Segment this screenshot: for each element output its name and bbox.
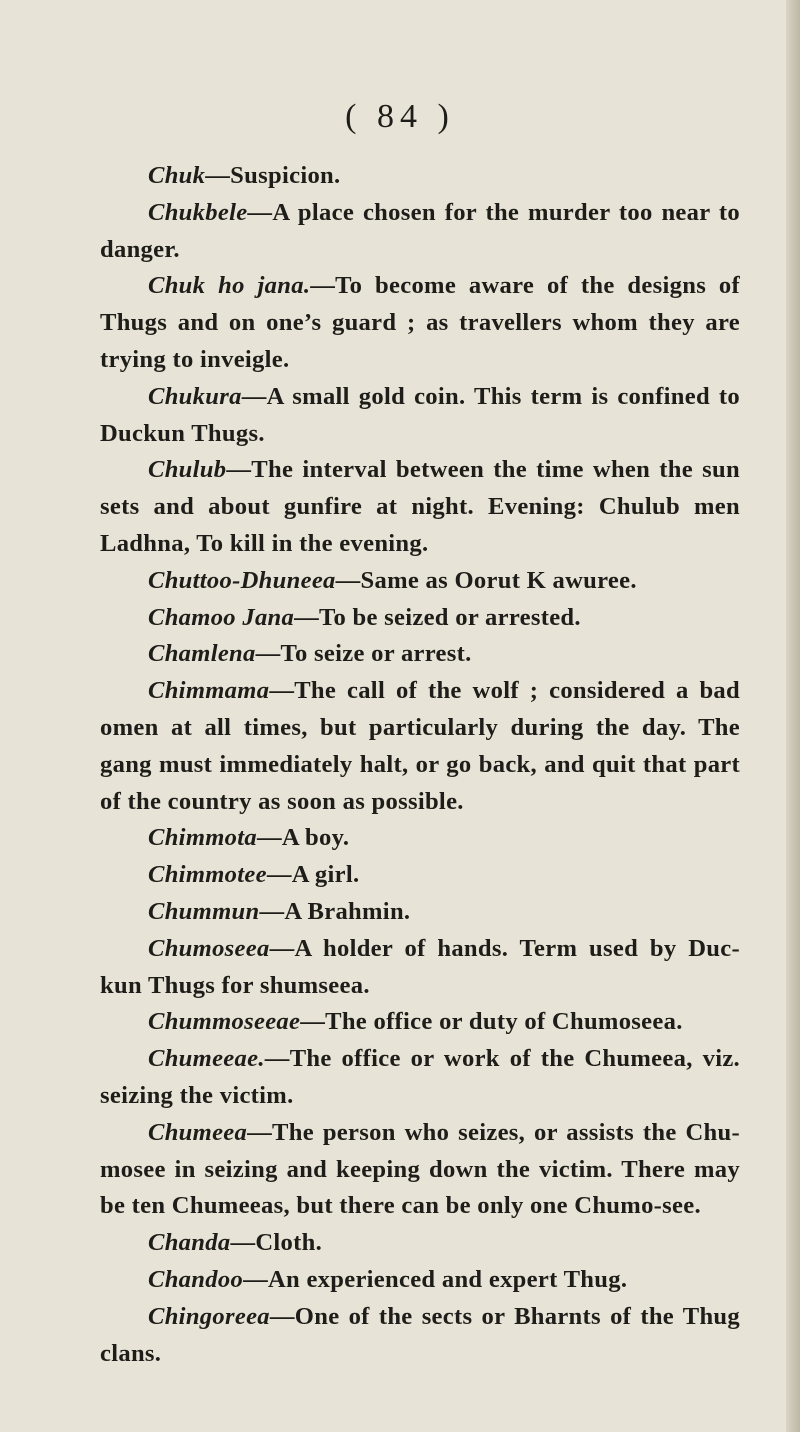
entry-definition: —A place chosen for the murder too near to danger. — [100, 198, 740, 263]
glossary-entry — [100, 452, 740, 562]
entry-definition: —The office or work of the Chumeea, viz. seizing the victim. — [100, 1045, 740, 1109]
glossary-entry — [100, 1115, 740, 1225]
entry-definition: —Suspicion. — [205, 162, 341, 189]
glossary-entry — [100, 379, 740, 453]
entry-term: Chumoseea — [148, 934, 270, 962]
entry-definition: —A small gold coin. This term is confined to Duckun Thugs. — [100, 382, 740, 447]
entry-definition: —A holder of hands. Term used by Duc-kun Thugs for shumseea. — [100, 934, 740, 999]
entry-definition: —A Brahmin. — [259, 897, 411, 925]
entry-term: Chuk — [148, 162, 206, 189]
entry-term: Chimmotee — [148, 861, 267, 889]
entry-term: Chanda — [148, 1229, 231, 1257]
glossary-text — [100, 158, 740, 1372]
entry-definition: —To seize or arrest. — [255, 640, 472, 668]
glossary-entry — [100, 636, 740, 673]
entry-definition: —Same as Oorut K awuree. — [335, 566, 637, 594]
entry-definition: —An experienced and expert Thug. — [243, 1265, 628, 1293]
entry-definition: —One of the sects or Bharnts of the Thug clans. — [100, 1302, 740, 1367]
entry-term: Chandoo — [148, 1265, 244, 1293]
entry-term: Chamlena — [148, 640, 256, 668]
entry-term: Chumeeae. — [148, 1045, 265, 1073]
entry-term: Chingoreea — [148, 1302, 270, 1330]
entry-term: Chimmama — [148, 677, 270, 705]
glossary-entry — [100, 1041, 740, 1115]
entry-definition: —The office or duty of Chumoseea. — [300, 1008, 683, 1036]
glossary-entry — [100, 894, 740, 931]
glossary-entry — [100, 563, 740, 600]
entry-term: Chuk ho jana. — [148, 272, 311, 300]
entry-term: Chummoseeae — [148, 1008, 301, 1036]
entry-term: Chukbele — [148, 198, 248, 226]
glossary-entry — [100, 857, 740, 894]
entry-term: Chimmota — [148, 824, 258, 852]
entry-definition: —Cloth. — [230, 1229, 323, 1257]
glossary-entry — [100, 931, 740, 1005]
page-edge — [786, 0, 800, 1432]
glossary-entry — [100, 1299, 740, 1373]
glossary-entry — [100, 268, 740, 378]
entry-definition: —To become aware of the designs of Thugs and on one’s guard ; as travellers whom they are trying to inveigle. — [100, 272, 740, 373]
entry-definition: —To be seized or arrested. — [294, 603, 581, 631]
entry-term: Chumeea — [148, 1118, 248, 1146]
entry-definition: —The call of the wolf ; considered a bad omen at all times, but particularly during the day. The gang must immediately halt, or go back, and quit that part of the country as soon as possible. — [100, 677, 740, 815]
entry-term: Chuttoo-Dhuneea — [148, 566, 336, 594]
entry-definition: —A boy. — [257, 824, 350, 852]
glossary-entry — [100, 195, 740, 269]
glossary-entry — [100, 673, 740, 820]
entry-definition: —A girl. — [266, 861, 360, 889]
entry-definition: —The interval between the time when the sun sets and about gunfire at night. Evening: Chulub men Ladhna, To kill in the evening. — [100, 456, 740, 557]
entry-term: Chukura — [148, 382, 242, 410]
entry-term: Chummun — [148, 897, 260, 925]
entry-term: Chulub — [148, 456, 227, 484]
glossary-entry — [100, 1225, 740, 1262]
page-number: ( 84 ) — [345, 98, 455, 135]
glossary-entry — [100, 1262, 740, 1299]
glossary-entry — [100, 600, 740, 637]
glossary-entry — [100, 820, 740, 857]
glossary-entry — [100, 1004, 740, 1041]
entry-term: Chamoo Jana — [148, 603, 295, 631]
entry-definition: —The person who seizes, or assists the Chu-mosee in seizing and keeping down the victim. There may be ten Chumeeas, but there can be only one Chumo-see. — [100, 1118, 740, 1220]
glossary-entry — [100, 158, 740, 195]
